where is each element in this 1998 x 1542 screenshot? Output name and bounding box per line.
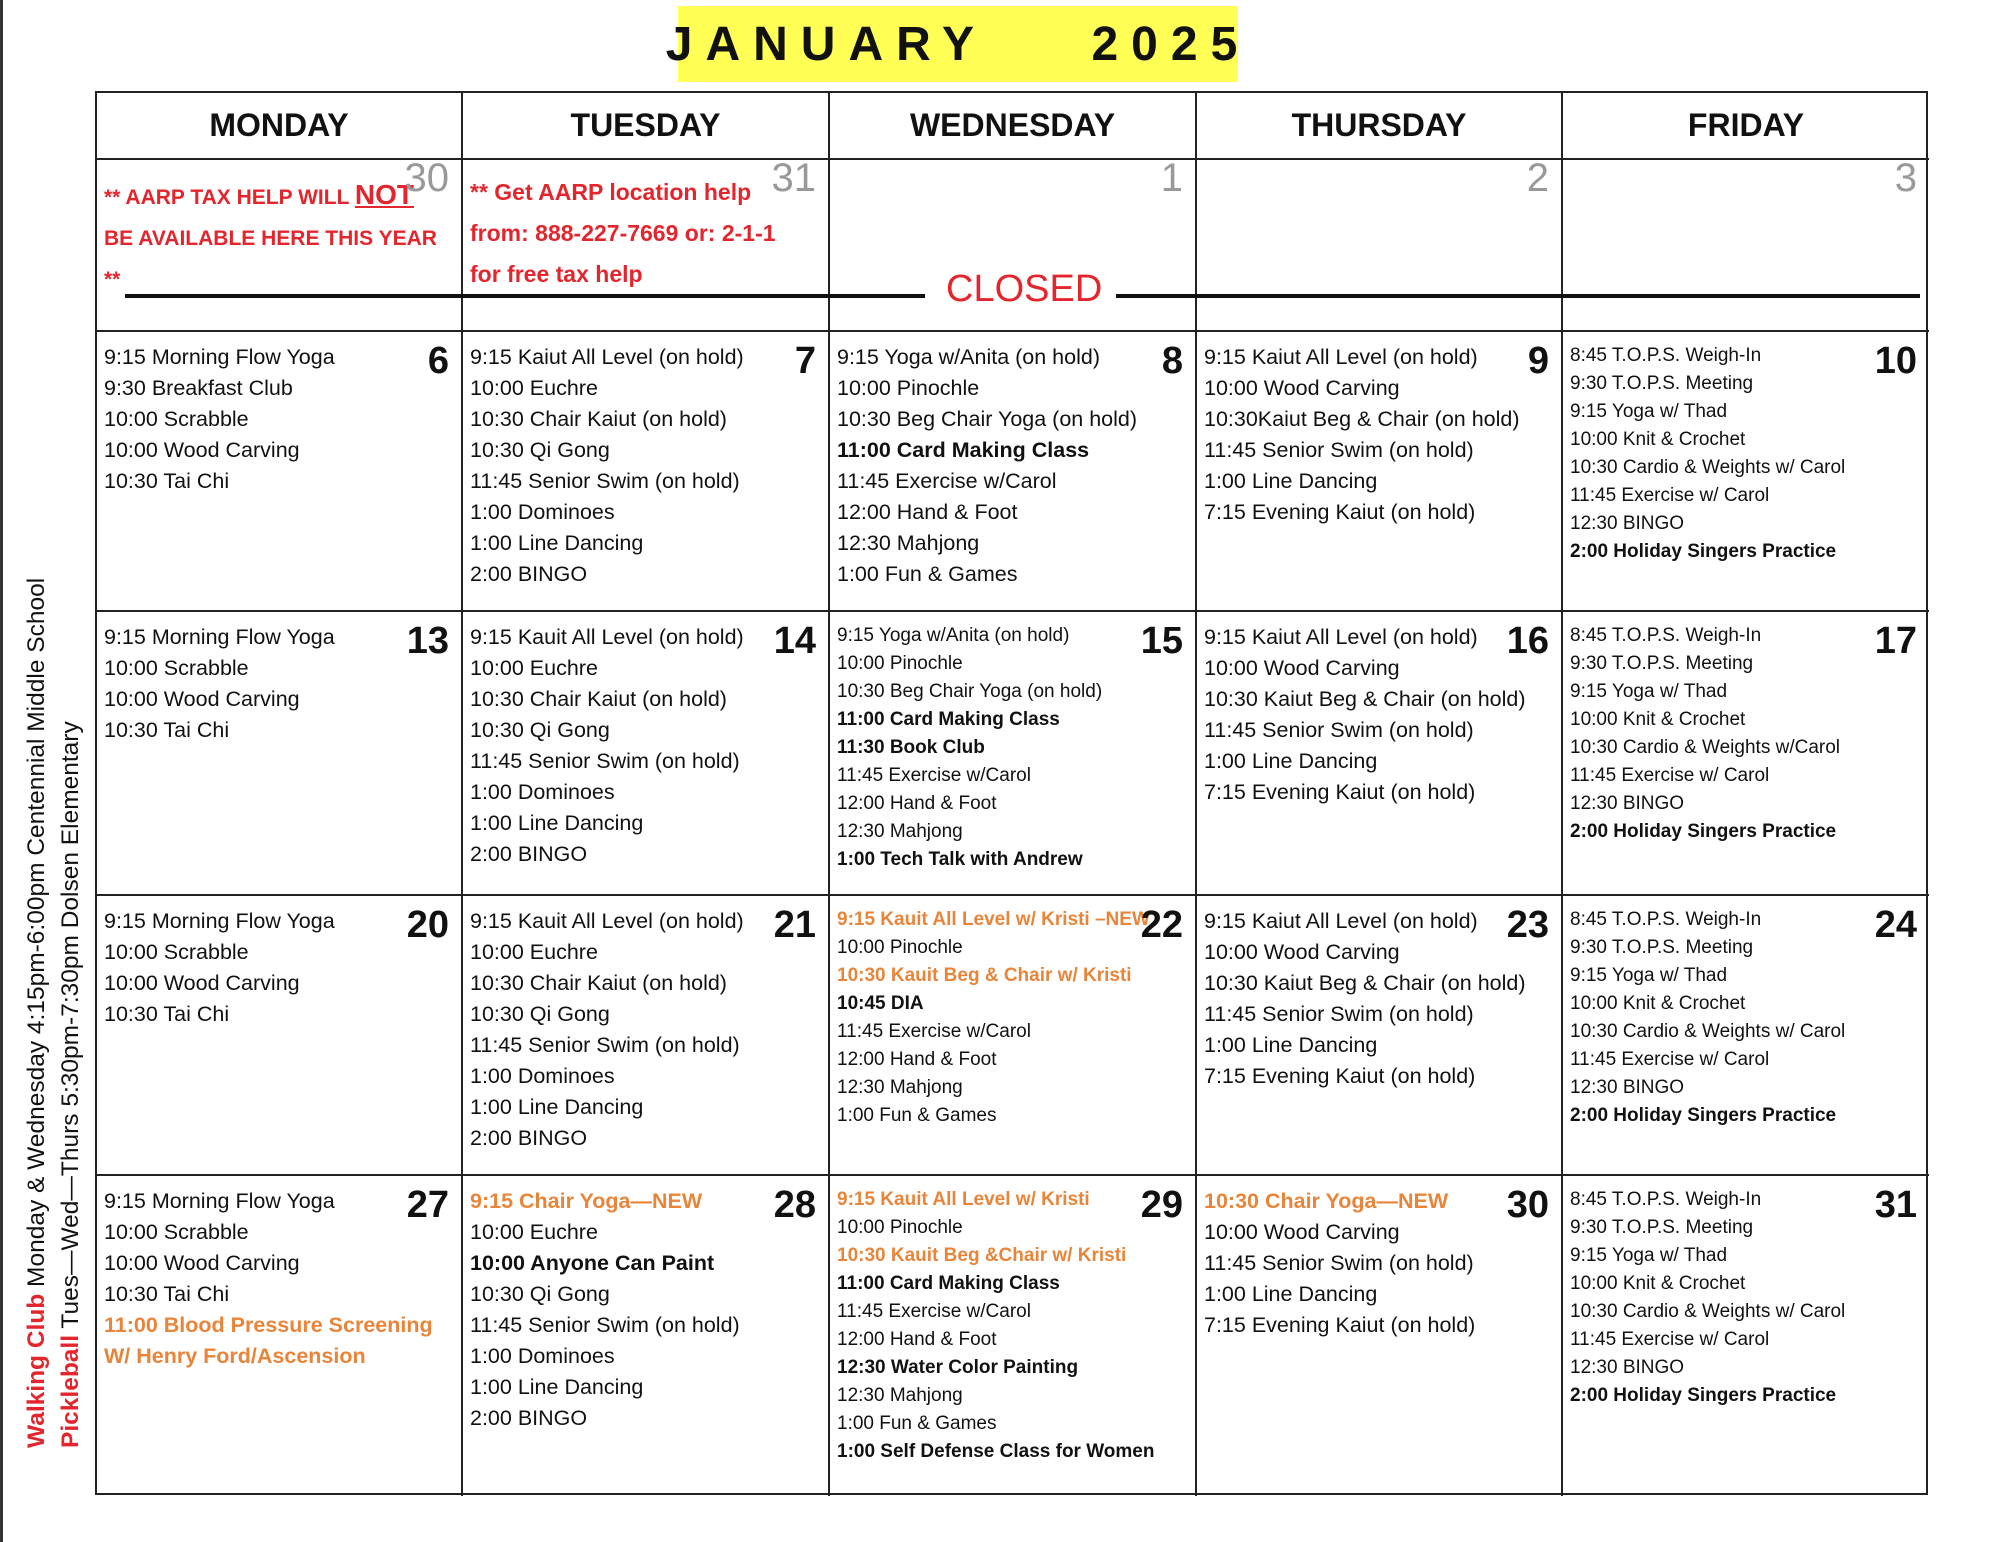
day-number: 31 <box>1874 1184 1917 1226</box>
event-item: 10:00 Euchre <box>470 940 598 964</box>
event-item: 9:15 Yoga w/Anita (on hold) <box>837 345 1100 369</box>
day-number: 7 <box>794 340 816 382</box>
event-item: 12:30 Mahjong <box>837 1077 963 1098</box>
event-item: 10:00 Knit & Crochet <box>1570 993 1746 1014</box>
event-item: 10:30 Kaiut Beg & Chair (on hold) <box>1204 687 1526 711</box>
event-item: 11:45 Senior Swim (on hold) <box>1204 718 1474 742</box>
event-item: 1:00 Line Dancing <box>1204 1282 1378 1306</box>
event-list <box>1570 622 1919 846</box>
aarp-notice-line1: ** AARP TAX HELP WILL <box>104 186 355 209</box>
day-number: 20 <box>406 904 449 946</box>
event-item: 10:30 Chair Kaiut (on hold) <box>470 687 727 711</box>
event-item: 11:45 Exercise w/Carol <box>837 765 1031 786</box>
day-number: 3 <box>1894 160 1917 200</box>
event-item: 10:00 Scrabble <box>104 940 249 964</box>
aarp-notice-line2: BE AVAILABLE HERE THIS YEAR <box>104 227 437 250</box>
event-item: 1:00 Dominoes <box>470 1064 615 1088</box>
day-cell <box>97 332 463 612</box>
day-cell <box>1197 896 1563 1176</box>
day-number: 22 <box>1140 904 1183 946</box>
closed-line-right <box>1108 294 1920 298</box>
event-item: 2:00 BINGO <box>470 1406 588 1430</box>
walking-club-label: Walking Club <box>23 1293 50 1448</box>
day-cell <box>1563 332 1929 612</box>
day-cell <box>97 612 463 896</box>
day-cell <box>1197 1176 1563 1496</box>
event-list <box>1570 1186 1919 1410</box>
event-item: 10:00 Wood Carving <box>104 1251 300 1275</box>
event-item: 10:00 Pinochle <box>837 1217 963 1238</box>
day-number: 21 <box>773 904 816 946</box>
event-item: 11:45 Exercise w/Carol <box>837 1021 1031 1042</box>
event-item: 10:30 Qi Gong <box>470 718 610 742</box>
event-item: 2:00 Holiday Singers Practice <box>1570 1105 1837 1126</box>
pickleball-details: Tues—Wed—Thurs 5:30pm-7:30pm Dolsen Elementary <box>57 721 84 1335</box>
event-item: 1:00 Fun & Games <box>837 1105 997 1126</box>
event-item: 11:45 Senior Swim (on hold) <box>470 1033 740 1057</box>
event-item: 10:00 Anyone Can Paint <box>470 1251 715 1275</box>
tax-help-line3: for free tax help <box>470 261 643 287</box>
event-item: 10:45 DIA <box>837 993 924 1014</box>
event-item: 7:15 Evening Kaiut (on hold) <box>1204 780 1476 804</box>
event-item: 8:45 T.O.P.S. Weigh-In <box>1570 625 1762 646</box>
event-item: 11:45 Senior Swim (on hold) <box>1204 1002 1474 1026</box>
event-item: 10:00 Pinochle <box>837 653 963 674</box>
event-item: 1:00 Fun & Games <box>837 562 1018 586</box>
event-item: 10:30 Qi Gong <box>470 438 610 462</box>
event-item: 9:15 Kauit All Level (on hold) <box>470 909 744 933</box>
event-item: 9:15 Morning Flow Yoga <box>104 625 335 649</box>
event-item: 9:15 Yoga w/ Thad <box>1570 681 1728 702</box>
day-cell <box>463 896 830 1176</box>
event-item: 10:30 Kaiut Beg & Chair (on hold) <box>1204 971 1526 995</box>
day-number: 31 <box>771 160 816 200</box>
event-item: 1:00 Line Dancing <box>1204 749 1378 773</box>
day-number: 13 <box>406 620 449 662</box>
event-item: 10:00 Scrabble <box>104 407 249 431</box>
day-number: 8 <box>1161 340 1183 382</box>
event-item: 2:00 Holiday Singers Practice <box>1570 821 1837 842</box>
tax-help-line2: from: 888-227-7669 or: 2-1-1 <box>470 220 776 246</box>
tax-help-line1: ** Get AARP location help <box>470 179 752 205</box>
event-item: 9:30 Breakfast Club <box>104 376 293 400</box>
event-item: 10:30Kaiut Beg & Chair (on hold) <box>1204 407 1520 431</box>
event-item: 10:00 Wood Carving <box>1204 656 1400 680</box>
event-item: 2:00 BINGO <box>470 1126 588 1150</box>
event-list <box>470 622 818 870</box>
event-item: 12:30 Mahjong <box>837 1385 963 1406</box>
event-item: 9:15 Kaiut All Level (on hold) <box>1204 909 1478 933</box>
event-item: 10:00 Knit & Crochet <box>1570 429 1746 450</box>
day-cell <box>1563 896 1929 1176</box>
event-list <box>1204 622 1551 808</box>
event-item: 9:30 T.O.P.S. Meeting <box>1570 373 1754 394</box>
event-item: 11:00 Card Making Class <box>837 438 1090 462</box>
event-item: 11:45 Senior Swim (on hold) <box>470 1313 740 1337</box>
event-item: 10:30 Tai Chi <box>104 469 230 493</box>
event-item: 10:30 Qi Gong <box>470 1002 610 1026</box>
event-item: 10:30 Cardio & Weights w/ Carol <box>1570 1301 1846 1322</box>
event-list <box>837 1186 1185 1466</box>
event-item: 10:00 Euchre <box>470 376 598 400</box>
event-item: 12:30 Water Color Painting <box>837 1357 1079 1378</box>
pickleball-label: Pickleball <box>57 1334 84 1448</box>
event-item: 9:15 Kauit All Level w/ Kristi –NEW <box>837 909 1150 930</box>
event-item: 9:30 T.O.P.S. Meeting <box>1570 653 1754 674</box>
day-number: 14 <box>773 620 816 662</box>
event-item: 10:00 Scrabble <box>104 1220 249 1244</box>
day-cell <box>830 896 1197 1176</box>
event-item: 7:15 Evening Kaiut (on hold) <box>1204 1313 1476 1337</box>
event-item: 10:00 Pinochle <box>837 376 980 400</box>
event-item: 12:30 BINGO <box>1570 1077 1685 1098</box>
event-item: 2:00 BINGO <box>470 562 588 586</box>
day-number: 28 <box>773 1184 816 1226</box>
event-item: 1:00 Tech Talk with Andrew <box>837 849 1083 870</box>
day-number: 1 <box>1160 160 1183 200</box>
event-list <box>837 906 1185 1130</box>
header-friday: FRIDAY <box>1563 93 1929 160</box>
event-item: 9:30 T.O.P.S. Meeting <box>1570 1217 1754 1238</box>
event-item: 11:45 Exercise w/ Carol <box>1570 1049 1770 1070</box>
event-item: 7:15 Evening Kaiut (on hold) <box>1204 1064 1476 1088</box>
event-item: 9:15 Chair Yoga—NEW <box>470 1189 703 1213</box>
event-item: 9:15 Kaiut All Level (on hold) <box>1204 345 1478 369</box>
event-item: 12:00 Hand & Foot <box>837 1049 997 1070</box>
event-item: 10:30 Cardio & Weights w/Carol <box>1570 737 1840 758</box>
day-number: 23 <box>1506 904 1549 946</box>
event-item: 10:00 Euchre <box>470 1220 598 1244</box>
header-tuesday: TUESDAY <box>463 93 830 160</box>
event-list <box>837 342 1185 590</box>
day-number: 30 <box>1506 1184 1549 1226</box>
day-number: 29 <box>1140 1184 1183 1226</box>
event-item: 12:30 BINGO <box>1570 513 1685 534</box>
event-list <box>104 622 451 746</box>
day-number: 17 <box>1874 620 1917 662</box>
day-cell <box>1563 612 1929 896</box>
walking-club-details: Monday & Wednesday 4:15pm-6:00pm Centennial Middle School <box>23 577 50 1294</box>
event-item: 10:30 Kauit Beg &Chair w/ Kristi <box>837 1245 1127 1266</box>
day-cell <box>463 160 830 332</box>
event-item: 2:00 Holiday Singers Practice <box>1570 541 1837 562</box>
event-item: 1:00 Dominoes <box>470 500 615 524</box>
day-cell <box>830 612 1197 896</box>
event-item: 11:00 Card Making Class <box>837 709 1060 730</box>
event-item: 10:30 Beg Chair Yoga (on hold) <box>837 681 1103 702</box>
day-cell <box>1197 332 1563 612</box>
pickleball-line <box>54 408 88 1448</box>
calendar-title: JANUARY 2025 <box>678 6 1238 82</box>
day-number: 16 <box>1506 620 1549 662</box>
event-item: 9:30 T.O.P.S. Meeting <box>1570 937 1754 958</box>
event-list <box>837 622 1185 874</box>
event-item: 10:30 Chair Kaiut (on hold) <box>470 971 727 995</box>
event-item: 11:30 Book Club <box>837 737 985 758</box>
day-number: 24 <box>1874 904 1917 946</box>
event-item: 1:00 Line Dancing <box>1204 1033 1378 1057</box>
walking-club-line <box>20 408 54 1448</box>
event-item: 8:45 T.O.P.S. Weigh-In <box>1570 1189 1762 1210</box>
event-item: 9:15 Kaiut All Level (on hold) <box>1204 625 1478 649</box>
event-item: 10:30 Beg Chair Yoga (on hold) <box>837 407 1138 431</box>
day-number: 15 <box>1140 620 1183 662</box>
event-item: 9:15 Yoga w/Anita (on hold) <box>837 625 1070 646</box>
event-item: 1:00 Dominoes <box>470 1344 615 1368</box>
event-item: 1:00 Self Defense Class for Women <box>837 1441 1155 1462</box>
day-cell <box>1563 160 1929 332</box>
event-item: 10:30 Chair Yoga—NEW <box>1204 1189 1449 1213</box>
event-item: 11:45 Exercise w/ Carol <box>1570 1329 1770 1350</box>
event-list <box>1204 906 1551 1092</box>
event-item: 11:00 Blood Pressure Screening <box>104 1313 433 1337</box>
event-list <box>470 906 818 1154</box>
closed-line-left <box>125 294 925 298</box>
event-item: 10:30 Tai Chi <box>104 718 230 742</box>
event-item: 12:30 BINGO <box>1570 1357 1685 1378</box>
event-item: 10:00 Wood Carving <box>104 438 300 462</box>
header-wednesday: WEDNESDAY <box>830 93 1197 160</box>
event-item: 10:00 Pinochle <box>837 937 963 958</box>
event-item: 10:30 Qi Gong <box>470 1282 610 1306</box>
event-item: 1:00 Line Dancing <box>470 1095 644 1119</box>
aarp-notice-not: NOT <box>354 179 414 210</box>
day-cell <box>97 160 463 332</box>
event-item: 11:45 Exercise w/Carol <box>837 1301 1031 1322</box>
event-list <box>104 1186 451 1372</box>
event-item: 10:30 Tai Chi <box>104 1002 230 1026</box>
event-item: 10:00 Euchre <box>470 656 598 680</box>
event-item: 9:15 Morning Flow Yoga <box>104 909 335 933</box>
event-item: 10:00 Wood Carving <box>104 971 300 995</box>
event-item: 11:45 Senior Swim (on hold) <box>470 749 740 773</box>
event-list <box>104 342 451 497</box>
event-item: 10:30 Cardio & Weights w/ Carol <box>1570 457 1846 478</box>
event-item: 1:00 Line Dancing <box>470 1375 644 1399</box>
event-item: 9:15 Morning Flow Yoga <box>104 345 335 369</box>
day-cell <box>97 896 463 1176</box>
day-number: 2 <box>1526 160 1549 200</box>
event-item: 10:30 Kauit Beg & Chair w/ Kristi <box>837 965 1132 986</box>
event-item: 10:00 Wood Carving <box>1204 940 1400 964</box>
event-item: 10:30 Chair Kaiut (on hold) <box>470 407 727 431</box>
day-number: 9 <box>1527 340 1549 382</box>
event-item: 11:45 Exercise w/Carol <box>837 469 1057 493</box>
day-cell <box>830 332 1197 612</box>
event-item: 11:45 Exercise w/ Carol <box>1570 485 1770 506</box>
day-number: 6 <box>427 340 449 382</box>
event-list <box>470 1186 818 1434</box>
event-item: 10:00 Scrabble <box>104 656 249 680</box>
event-item: 9:15 Kauit All Level (on hold) <box>470 625 744 649</box>
event-item: W/ Henry Ford/Ascension <box>104 1344 366 1368</box>
day-cell <box>463 1176 830 1496</box>
closed-label: CLOSED <box>932 268 1116 311</box>
aarp-notice-line3: ** <box>104 268 121 291</box>
event-item: 11:45 Senior Swim (on hold) <box>470 469 740 493</box>
event-item: 10:00 Wood Carving <box>1204 1220 1400 1244</box>
event-list <box>104 906 451 1030</box>
event-item: 8:45 T.O.P.S. Weigh-In <box>1570 909 1762 930</box>
day-cell <box>463 332 830 612</box>
event-item: 12:00 Hand & Foot <box>837 793 997 814</box>
tax-help-notice <box>470 170 818 295</box>
event-item: 12:30 Mahjong <box>837 821 963 842</box>
event-item: 10:30 Cardio & Weights w/ Carol <box>1570 1021 1846 1042</box>
event-item: 9:15 Kauit All Level w/ Kristi <box>837 1189 1090 1210</box>
left-edge-rule <box>0 0 3 1542</box>
day-cell <box>463 612 830 896</box>
event-item: 10:00 Knit & Crochet <box>1570 709 1746 730</box>
event-item: 11:45 Exercise w/ Carol <box>1570 765 1770 786</box>
day-cell <box>1197 612 1563 896</box>
event-item: 12:00 Hand & Foot <box>837 500 1018 524</box>
event-item: 10:00 Knit & Crochet <box>1570 1273 1746 1294</box>
side-note <box>20 408 88 1448</box>
day-cell <box>1197 160 1563 332</box>
event-list <box>1204 1186 1551 1341</box>
day-number: 10 <box>1874 340 1917 382</box>
event-item: 2:00 BINGO <box>470 842 588 866</box>
event-item: 12:00 Hand & Foot <box>837 1329 997 1350</box>
event-item: 9:15 Kaiut All Level (on hold) <box>470 345 744 369</box>
event-item: 11:00 Card Making Class <box>837 1273 1060 1294</box>
event-item: 9:15 Yoga w/ Thad <box>1570 965 1728 986</box>
event-item: 11:45 Senior Swim (on hold) <box>1204 1251 1474 1275</box>
event-item: 1:00 Dominoes <box>470 780 615 804</box>
event-item: 1:00 Line Dancing <box>470 531 644 555</box>
day-number: 30 <box>404 160 449 200</box>
event-item: 9:15 Yoga w/ Thad <box>1570 1245 1728 1266</box>
event-item: 1:00 Fun & Games <box>837 1413 997 1434</box>
event-item: 9:15 Yoga w/ Thad <box>1570 401 1728 422</box>
event-list <box>1570 906 1919 1130</box>
day-cell <box>1563 1176 1929 1496</box>
event-item: 9:15 Morning Flow Yoga <box>104 1189 335 1213</box>
event-item: 10:00 Wood Carving <box>104 687 300 711</box>
event-item: 10:30 Tai Chi <box>104 1282 230 1306</box>
event-item: 12:30 Mahjong <box>837 531 980 555</box>
header-monday: MONDAY <box>97 93 463 160</box>
event-item: 10:00 Wood Carving <box>1204 376 1400 400</box>
event-item: 12:30 BINGO <box>1570 793 1685 814</box>
event-item: 7:15 Evening Kaiut (on hold) <box>1204 500 1476 524</box>
event-item: 8:45 T.O.P.S. Weigh-In <box>1570 345 1762 366</box>
day-cell <box>97 1176 463 1496</box>
event-item: 1:00 Line Dancing <box>1204 469 1378 493</box>
event-list <box>1570 342 1919 566</box>
event-item: 11:45 Senior Swim (on hold) <box>1204 438 1474 462</box>
day-number: 27 <box>406 1184 449 1226</box>
header-thursday: THURSDAY <box>1197 93 1563 160</box>
event-item: 2:00 Holiday Singers Practice <box>1570 1385 1837 1406</box>
aarp-notice <box>104 170 451 300</box>
event-item: 1:00 Line Dancing <box>470 811 644 835</box>
event-list <box>1204 342 1551 528</box>
event-list <box>470 342 818 590</box>
day-cell <box>830 1176 1197 1496</box>
